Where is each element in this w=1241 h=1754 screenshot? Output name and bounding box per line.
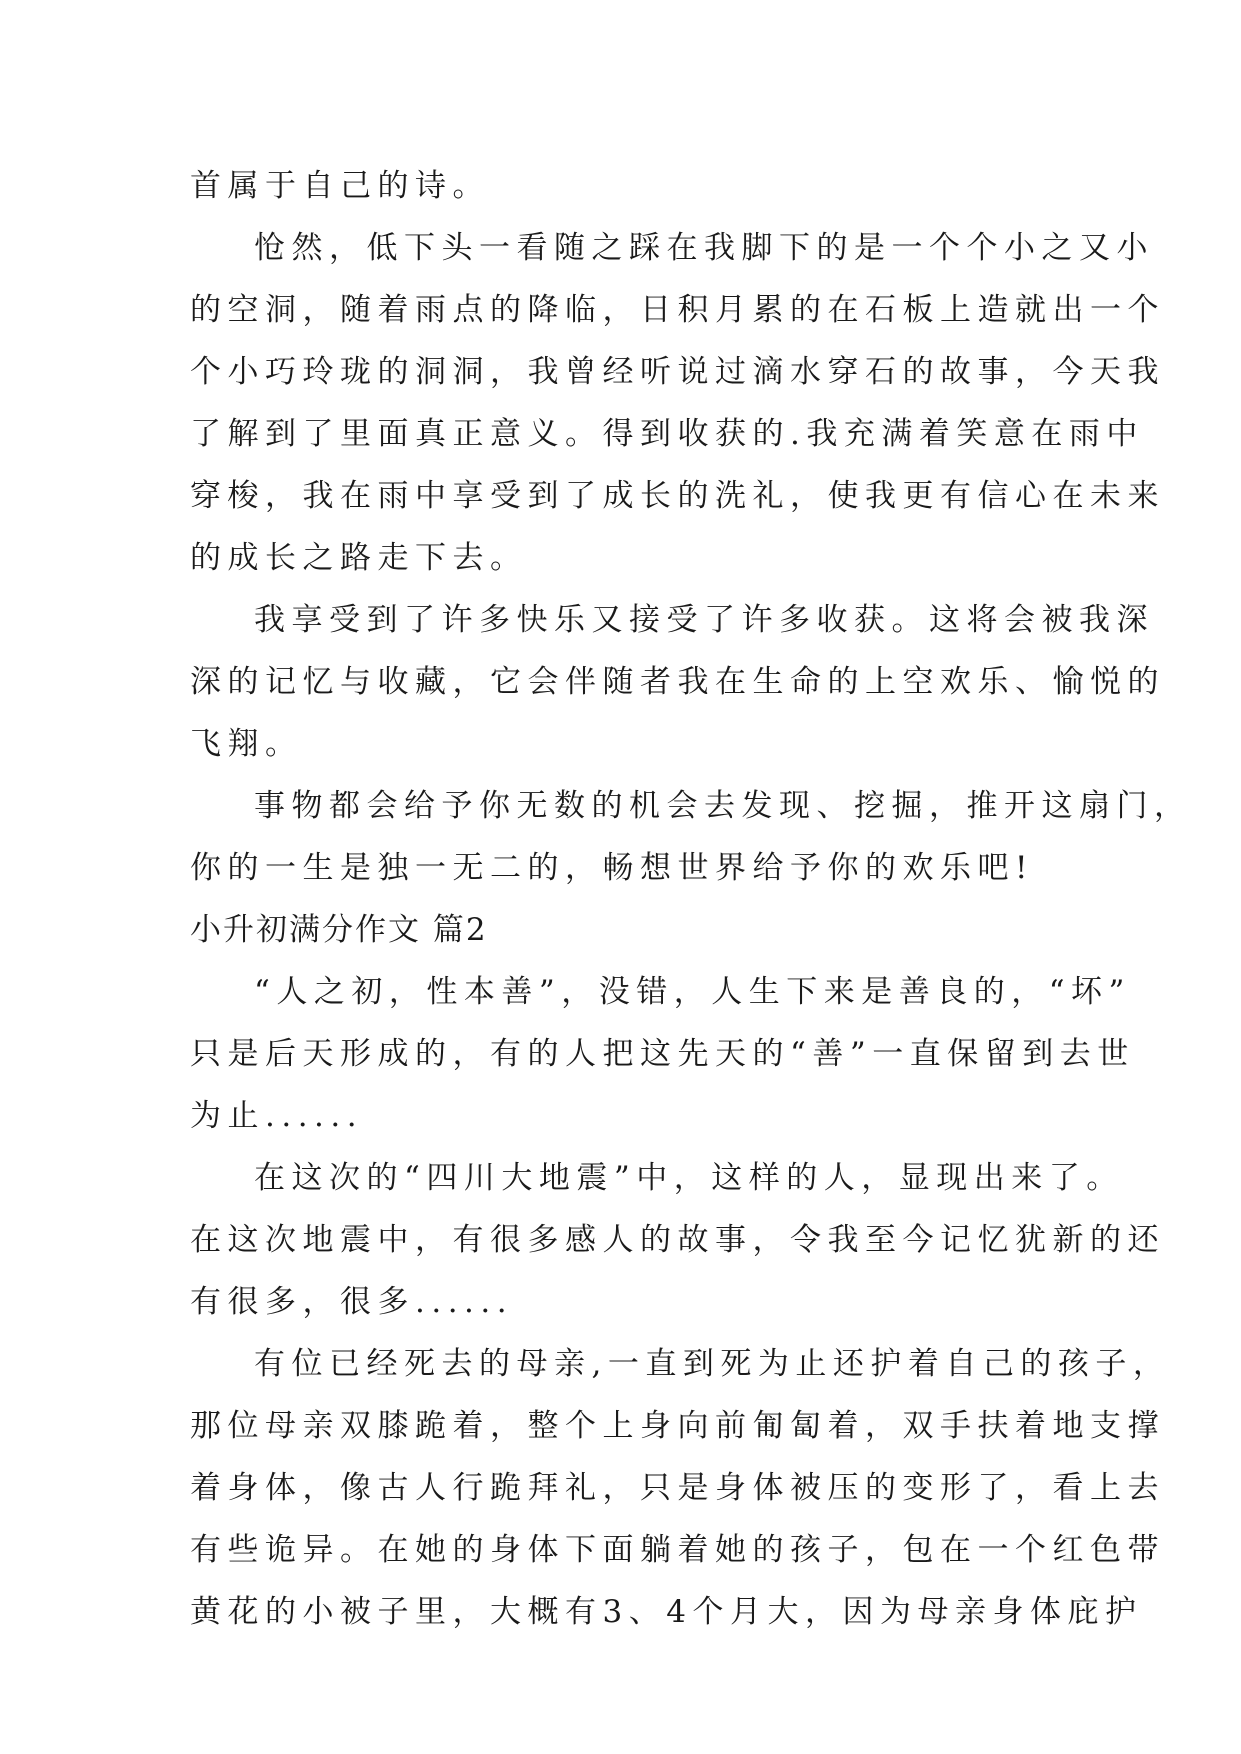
text-line: 在这次的“四川大地震”中，这样的人，显现出来了。	[254, 1160, 1124, 1196]
text-line: 的空洞，随着雨点的降临，日积月累的在石板上造就出一个	[190, 292, 1165, 328]
text-line: 为止......	[190, 1098, 364, 1134]
text-line: 飞翔。	[190, 726, 303, 762]
text-line: 黄花的小被子里，大概有3、4个月大，因为母亲身体庇护	[190, 1594, 1143, 1630]
text-line: 我享受到了许多快乐又接受了许多收获。这将会被我深	[254, 602, 1154, 638]
text-line: “人之初，性本善”，没错，人生下来是善良的，“坏”	[254, 974, 1131, 1010]
section-heading: 小升初满分作文 篇2	[190, 912, 488, 948]
text-line: 首属于自己的诗。	[190, 168, 490, 204]
text-line: 有位已经死去的母亲,一直到死为止还护着自己的孩子，	[254, 1346, 1171, 1382]
text-line: 的成长之路走下去。	[190, 540, 528, 576]
text-line: 个小巧玲珑的洞洞，我曾经听说过滴水穿石的故事，今天我	[190, 354, 1165, 390]
text-line: 深的记忆与收藏，它会伴随者我在生命的上空欢乐、愉悦的	[190, 664, 1165, 700]
text-line: 了解到了里面真正意义。得到收获的.我充满着笑意在雨中	[190, 416, 1144, 452]
text-line: 有些诡异。在她的身体下面躺着她的孩子，包在一个红色带	[190, 1532, 1165, 1568]
text-line: 在这次地震中，有很多感人的故事，令我至今记忆犹新的还	[190, 1222, 1165, 1258]
text-line: 你的一生是独一无二的，畅想世界给予你的欢乐吧!	[190, 850, 1034, 886]
text-line: 着身体，像古人行跪拜礼，只是身体被压的变形了，看上去	[190, 1470, 1165, 1506]
text-line: 有很多，很多......	[190, 1284, 514, 1320]
text-line: 事物都会给予你无数的机会去发现、挖掘，推开这扇门，	[254, 788, 1192, 824]
text-line: 怆然，低下头一看随之踩在我脚下的是一个个小之又小	[254, 230, 1154, 266]
text-line: 那位母亲双膝跪着，整个上身向前匍匐着，双手扶着地支撑	[190, 1408, 1165, 1444]
text-line: 穿梭，我在雨中享受到了成长的洗礼，使我更有信心在未来	[190, 478, 1165, 514]
text-line: 只是后天形成的，有的人把这先天的“善”一直保留到去世	[190, 1036, 1135, 1072]
